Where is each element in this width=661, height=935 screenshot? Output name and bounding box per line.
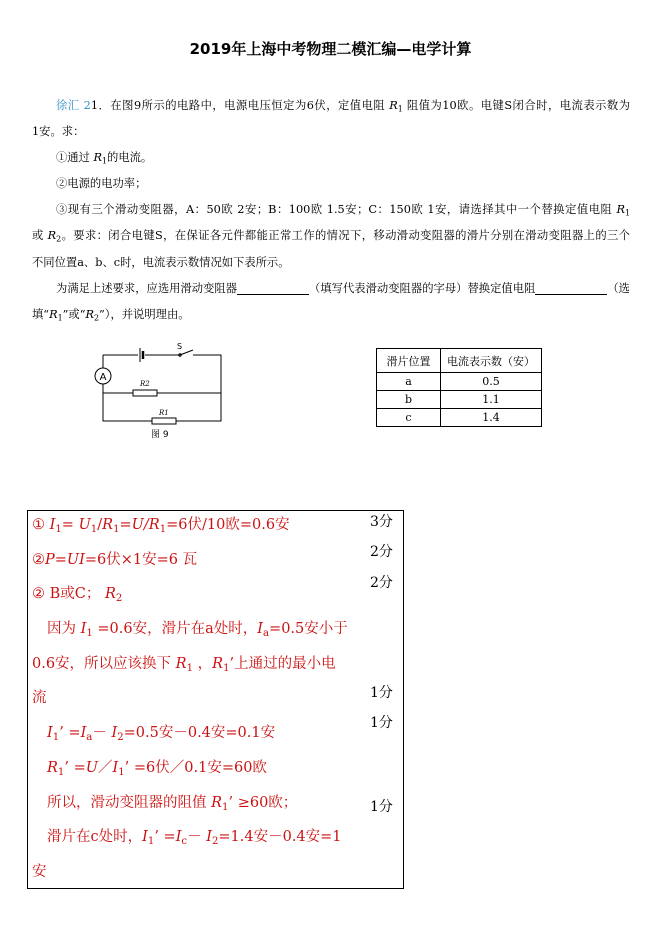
text-segment: ①通过 bbox=[56, 151, 94, 165]
text-segment: 为满足上述要求，应选用滑动变阻器 bbox=[56, 281, 238, 295]
r1-resistor bbox=[152, 418, 176, 424]
answer-line bbox=[32, 681, 362, 716]
subscript: 1 bbox=[118, 766, 125, 778]
table-cell: c bbox=[377, 409, 441, 427]
table-cell: 1.4 bbox=[441, 409, 542, 427]
text-segment: 滑片在c处时， bbox=[47, 829, 143, 846]
text-segment: 0.6安，所以应该换下 bbox=[32, 655, 176, 672]
text-segment: ”），并说明理由。 bbox=[99, 307, 190, 321]
subscript: c bbox=[181, 836, 188, 848]
table-header-row bbox=[377, 349, 542, 373]
subscript: 1 bbox=[186, 662, 194, 674]
subscript: 2 bbox=[56, 234, 62, 244]
table-header: 滑片位置 bbox=[377, 349, 441, 373]
subscript: 1 bbox=[86, 628, 93, 640]
answer-line bbox=[32, 751, 362, 786]
answer-line bbox=[32, 820, 362, 855]
text-segment: － bbox=[92, 725, 112, 742]
r2-label: R2 bbox=[140, 380, 150, 388]
text-segment: R bbox=[47, 229, 57, 243]
question-line bbox=[32, 93, 630, 119]
answer-line bbox=[32, 855, 362, 890]
text-segment: / bbox=[97, 517, 103, 533]
text-segment: =1.4安－0.4安=1 bbox=[218, 829, 342, 846]
table-cell: b bbox=[377, 391, 441, 409]
subscript: 1 bbox=[223, 662, 230, 674]
subscript: 1 bbox=[57, 313, 63, 323]
text-segment: P bbox=[45, 551, 55, 568]
text-segment: I bbox=[111, 725, 118, 742]
text-segment: I bbox=[49, 517, 56, 533]
score: 1分 bbox=[370, 799, 393, 815]
answer-line bbox=[32, 577, 362, 612]
text-segment: I bbox=[257, 621, 263, 638]
text-segment: =0.6安，滑片在a处时， bbox=[92, 621, 258, 638]
answer-line bbox=[32, 716, 362, 751]
text-segment: R bbox=[175, 655, 187, 672]
subscript: 1 bbox=[147, 836, 155, 848]
text-segment: = bbox=[54, 551, 67, 568]
text-segment: 1．在图9所示的电路中，电源电压恒定为6伏，定值电阻 bbox=[90, 99, 390, 112]
score: 2分 bbox=[370, 575, 393, 591]
answer-line bbox=[32, 647, 362, 682]
text-segment: ／ bbox=[97, 759, 113, 776]
current-table bbox=[376, 348, 542, 427]
text-segment: UI bbox=[66, 551, 85, 568]
text-segment: I bbox=[175, 829, 182, 846]
text-segment: I bbox=[47, 725, 53, 742]
table-cell: a bbox=[377, 373, 441, 391]
text-segment: I bbox=[80, 725, 87, 742]
ammeter-label: A bbox=[99, 372, 107, 383]
text-segment: 或 bbox=[32, 229, 48, 243]
table-cell: 1.1 bbox=[441, 391, 542, 409]
r2-resistor bbox=[133, 390, 157, 396]
text-segment: R bbox=[47, 759, 58, 776]
text-segment: =6伏/10欧=0.6安 bbox=[166, 517, 290, 533]
text-segment: 阻值为10欧。电键S闭合时，电流表示数为 bbox=[402, 99, 630, 112]
text-segment: 。要求：闭合电键S，在保证各元件都能正常工作的情况下，移动滑动变阻器的滑片分别在滑动变阻器上的三个 bbox=[61, 229, 630, 243]
switch-label: S bbox=[177, 342, 183, 351]
subscript: 1 bbox=[52, 732, 60, 744]
text-segment: = bbox=[61, 517, 79, 533]
r1-label: R1 bbox=[159, 409, 169, 417]
question-text bbox=[32, 93, 630, 328]
text-segment: 的电流。 bbox=[107, 151, 153, 165]
subscript: 2 bbox=[117, 732, 124, 744]
text-segment: I bbox=[112, 759, 119, 776]
text-segment: R bbox=[49, 307, 58, 321]
subscript: 1 bbox=[55, 524, 62, 536]
text-segment: U bbox=[85, 759, 98, 776]
text-segment: ③现有三个滑动变阻器，A：50欧 2安；B：100欧 1.5安；C：150欧 1安，请选择其中一个替换定值电阻 bbox=[56, 203, 617, 217]
question-line bbox=[32, 197, 630, 223]
question-line bbox=[32, 145, 630, 171]
answer-text bbox=[32, 508, 362, 890]
answer-blank bbox=[535, 282, 607, 295]
subscript: a bbox=[86, 732, 93, 744]
subscript: 1 bbox=[397, 104, 403, 114]
score: 1分 bbox=[370, 685, 393, 701]
subscript: 2 bbox=[211, 836, 219, 848]
text-segment: 流 bbox=[32, 690, 47, 707]
subscript: 1 bbox=[624, 208, 630, 218]
question-line bbox=[32, 119, 630, 145]
question-line bbox=[32, 223, 630, 249]
text-segment: （选 bbox=[607, 281, 630, 295]
question-line bbox=[32, 302, 630, 328]
text-segment: ’ =6伏／0.1安=60欧 bbox=[124, 759, 267, 776]
text-segment: R bbox=[212, 655, 224, 672]
table-row bbox=[377, 409, 542, 427]
subscript: 1 bbox=[113, 524, 120, 536]
text-segment: R bbox=[616, 203, 625, 217]
answer-line bbox=[32, 543, 362, 578]
answer-line bbox=[32, 508, 362, 543]
answer-blank bbox=[237, 282, 309, 295]
score: 1分 bbox=[370, 715, 393, 731]
text-segment: 因为 bbox=[47, 621, 81, 638]
answer-line bbox=[32, 786, 362, 821]
text-segment: R bbox=[389, 99, 398, 112]
text-segment: ② B或C； bbox=[32, 586, 105, 603]
text-segment: R bbox=[85, 307, 94, 321]
circuit-diagram bbox=[85, 335, 235, 445]
score: 2分 bbox=[370, 544, 393, 560]
page-title: 2019年上海中考物理二模汇编—电学计算 bbox=[189, 40, 472, 58]
text-segment: 1安。求： bbox=[32, 125, 85, 139]
text-segment: 所以，滑动变阻器的阻值 bbox=[47, 794, 212, 811]
text-segment: R bbox=[211, 794, 223, 811]
text-segment: I bbox=[142, 829, 148, 846]
text-segment: 不同位置a、b、c时，电流表示数情况如下表所示。 bbox=[32, 255, 290, 269]
text-segment: 填“ bbox=[32, 307, 50, 321]
text-segment: ”或“ bbox=[62, 307, 86, 321]
question-line bbox=[32, 250, 630, 276]
text-segment: ② bbox=[32, 551, 45, 568]
answer-line bbox=[32, 612, 362, 647]
text-segment: ① bbox=[32, 517, 50, 533]
text-segment: ， bbox=[193, 655, 213, 672]
text-segment: I bbox=[80, 621, 87, 638]
text-segment: U bbox=[78, 517, 91, 533]
question-line bbox=[32, 276, 630, 302]
subscript: 1 bbox=[159, 524, 167, 536]
table-cell: 0.5 bbox=[441, 373, 542, 391]
text-segment: ②电源的电功率； bbox=[56, 177, 147, 191]
text-segment: U/R bbox=[131, 517, 160, 533]
text-segment: ’ = bbox=[59, 725, 81, 742]
subscript: 1 bbox=[57, 766, 65, 778]
text-segment: ’上通过的最小电 bbox=[229, 655, 336, 672]
subscript: 1 bbox=[102, 156, 108, 166]
text-segment: ’ = bbox=[64, 759, 86, 776]
text-segment: 徐汇 2 bbox=[56, 99, 91, 112]
text-segment: = bbox=[119, 517, 132, 533]
text-segment: =0.5安小于 bbox=[269, 621, 348, 638]
table-row bbox=[377, 373, 542, 391]
text-segment: =6伏×1安=6 瓦 bbox=[84, 551, 198, 568]
text-segment: I bbox=[206, 829, 212, 846]
subscript: 1 bbox=[222, 801, 229, 813]
subscript: 1 bbox=[90, 524, 98, 536]
subscript: 2 bbox=[94, 313, 100, 323]
table-row bbox=[377, 391, 542, 409]
text-segment: R bbox=[93, 151, 102, 165]
text-segment: R bbox=[104, 586, 116, 603]
text-segment: 安 bbox=[32, 863, 47, 880]
subscript: 2 bbox=[115, 593, 123, 605]
text-segment: =0.5安－0.4安=0.1安 bbox=[123, 725, 276, 742]
text-segment: （填写代表滑动变阻器的字母）替换定值电阻 bbox=[309, 281, 536, 295]
subscript: a bbox=[263, 628, 270, 640]
table-header: 电流表示数（安） bbox=[441, 349, 542, 373]
figure-caption: 图 9 bbox=[151, 430, 169, 440]
score: 3分 bbox=[370, 514, 393, 530]
text-segment: R bbox=[102, 517, 114, 533]
text-segment: － bbox=[187, 829, 207, 846]
text-segment: ’ = bbox=[154, 829, 176, 846]
text-segment: ’ ≥60欧； bbox=[228, 794, 298, 811]
question-line bbox=[32, 171, 630, 197]
